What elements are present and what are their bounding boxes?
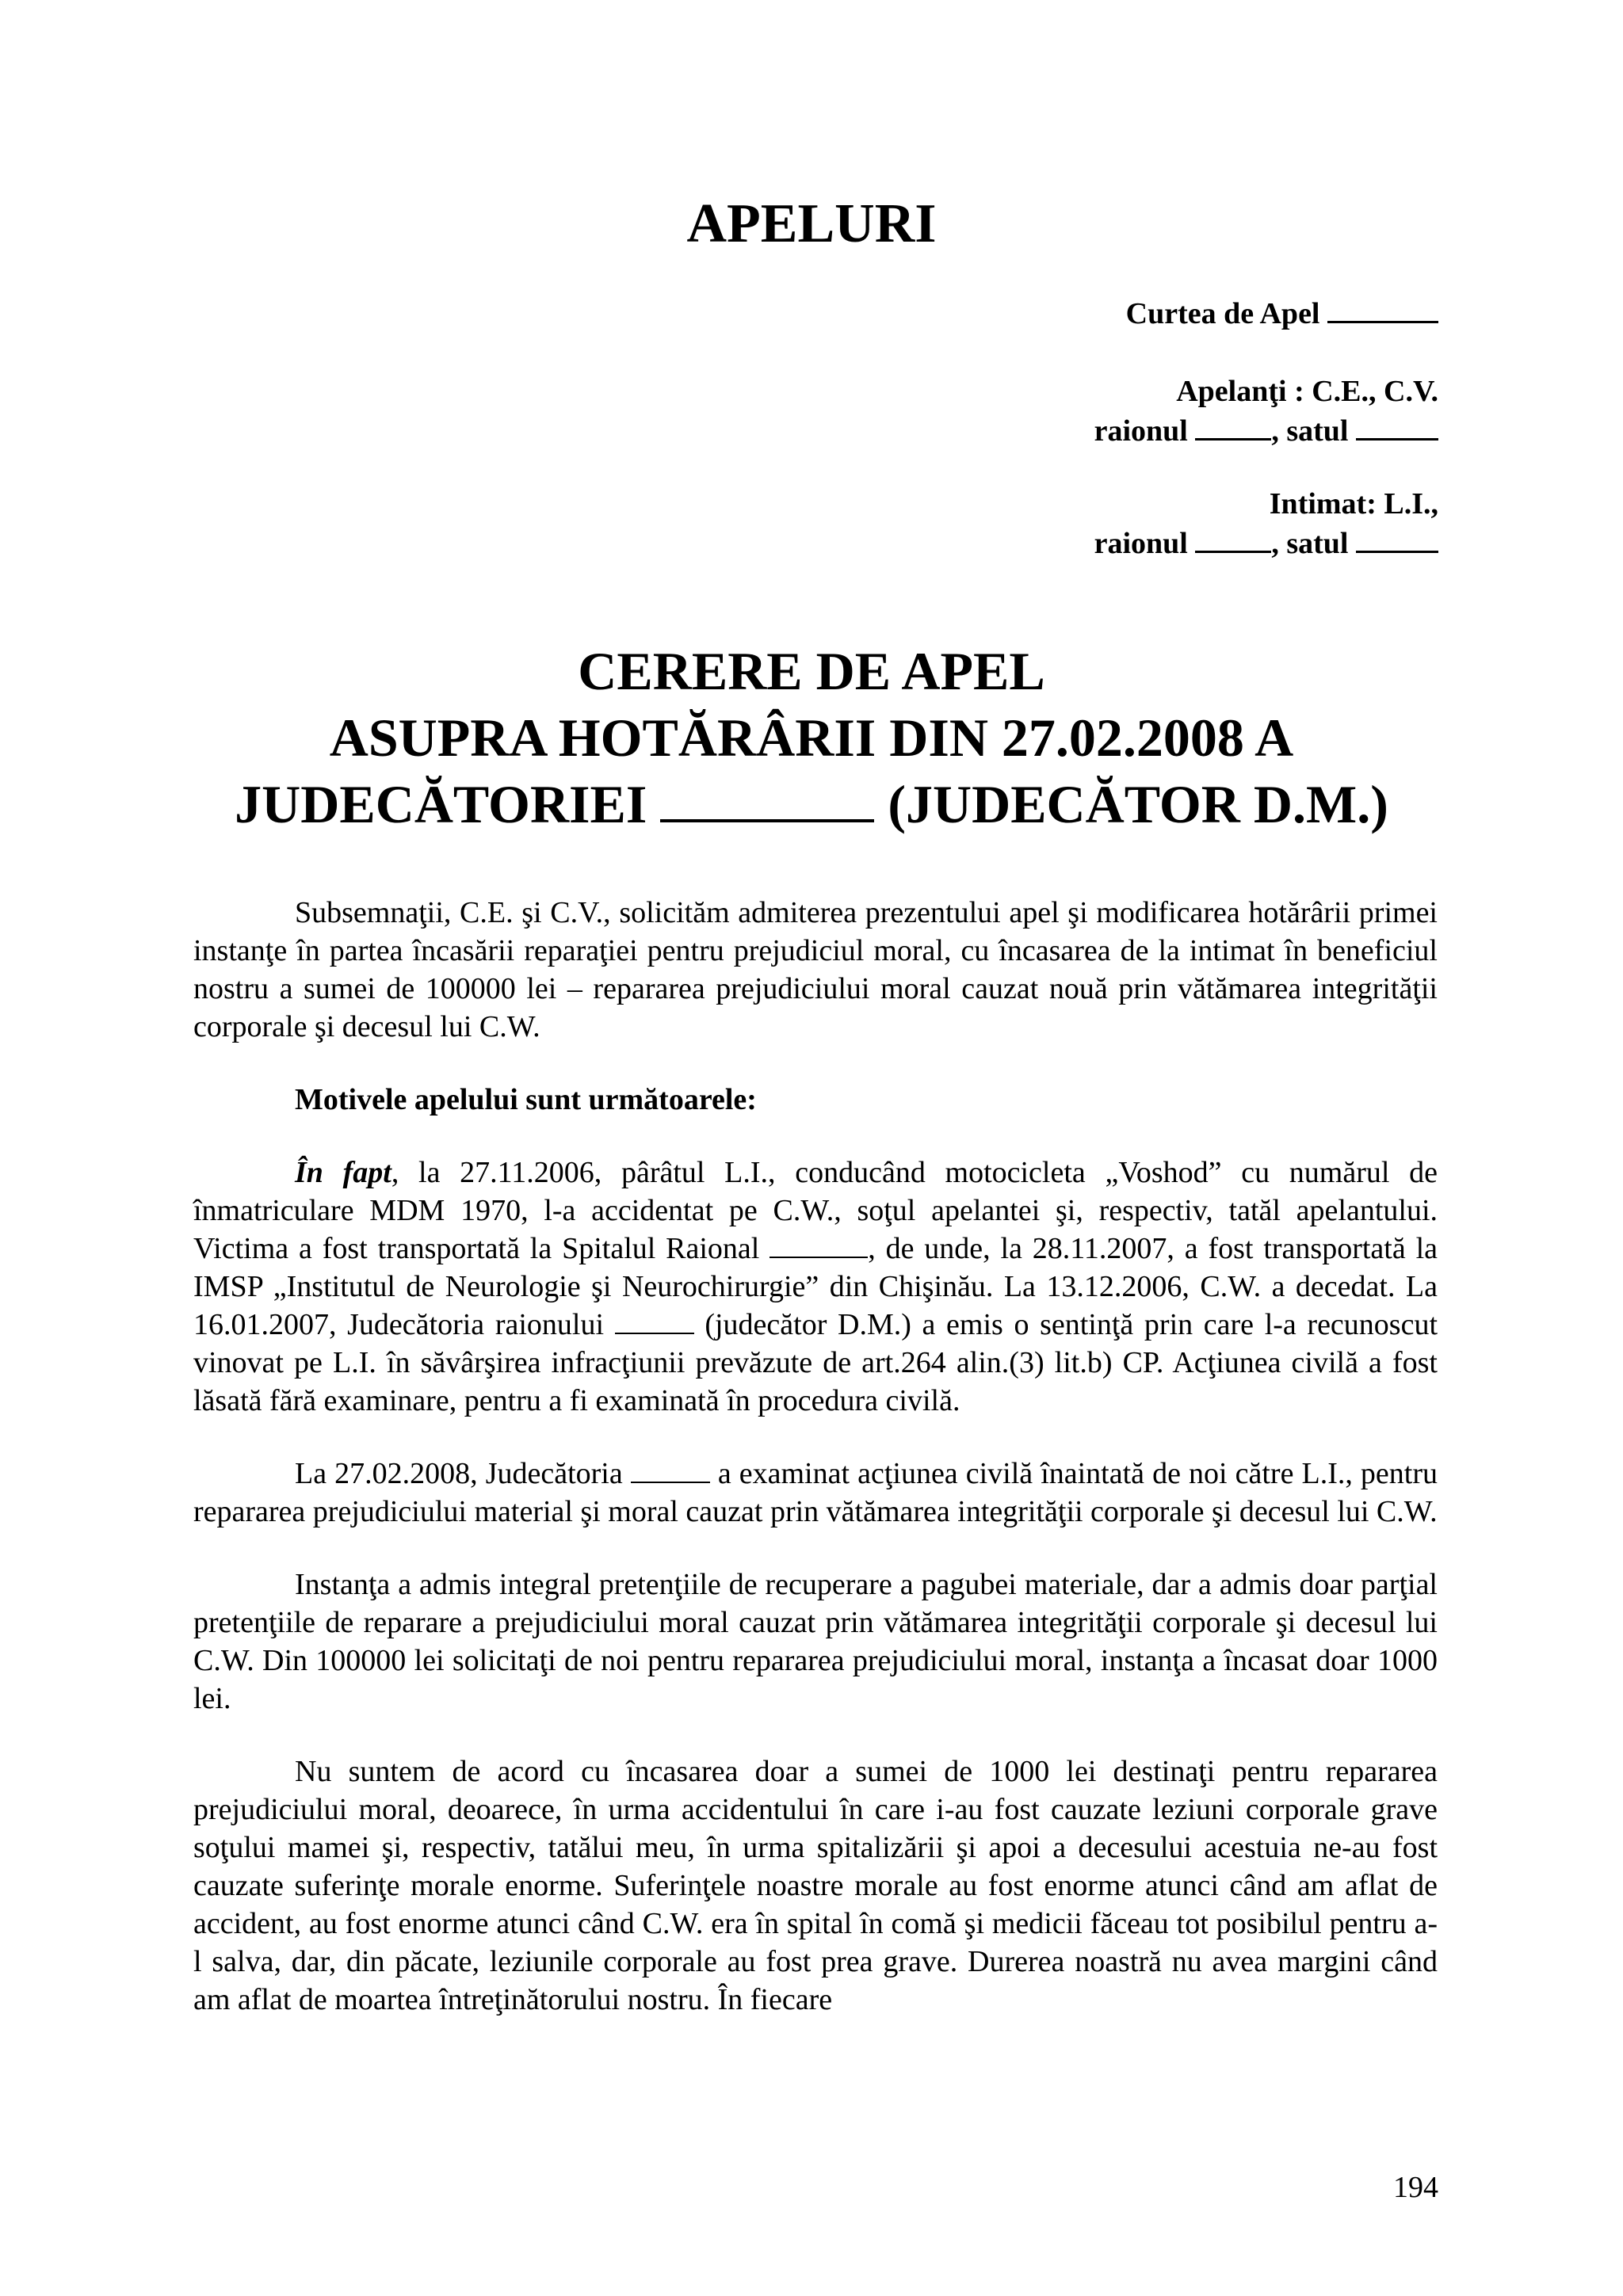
facts-part-b: , de unde, la 28.11.2007, a fost transportată la IMSP „Institutul de Neurologie şi Neurochirurgie” din Chişinău. La 13.12.2006, C.W. a decedat. La 16.01.2007, Judecătoria raionului	[193, 1232, 1438, 1341]
document-title	[0, 638, 1623, 837]
paragraph-request: Subsemnaţii, C.E. şi C.V., solicităm admiterea prezentului apel şi modificarea hotărârii primei instanţe în partea încasării reparaţiei pentru prejudiciul moral, cu încasarea de la intimat în beneficiul nostru a sumei de 100000 lei – repararea prejudiciului moral cauzat nouă prin vătămarea integrităţii corporale şi decesul lui C.W.	[193, 896, 1438, 1043]
title-line-1: CERERE DE APEL	[578, 641, 1045, 701]
title-line-3	[0, 771, 1623, 837]
paragraph-ruling: Instanţa a admis integral pretenţiile de recuperare a pagubei materiale, dar a admis doar parţial pretenţiile de reparare a prejudiciului moral cauzat prin vătămarea integrităţii corporale şi decesul lui C.W. Din 100000 lei solicitaţi de noi pentru repararea prejudiciului moral, instanţa a încasat doar 1000 lei.	[193, 1568, 1438, 1715]
facts-lead: În fapt	[295, 1156, 391, 1189]
appellants-line: Apelanţi : C.E., C.V.	[1176, 375, 1438, 408]
paragraph-disagreement: Nu suntem de acord cu încasarea doar a sumei de 1000 lei destinaţi pentru repararea prejudiciului moral, deoarece, în urma accidentului în care i-au fost cauzate leziuni corporale grave soţului mamei şi, respectiv, tatălui meu, în urma spitalizării şi apoi a decesului acestuia ne-au fost cauzate suferinţe morale enorme. Suferinţele noastre morale au fost enorme atunci când am aflat de accident, au fost enorme atunci când C.W. era în spital în comă şi medicii făceau tot posibilul pentru a-l salva, dar, din păcate, leziunile corporale au fost prea grave. Durerea noastră nu avea margini când am aflat de moartea întreţinătorului nostru. În fiecare	[193, 1755, 1438, 2016]
paragraph-examination	[193, 1455, 1438, 1531]
examination-part-a: La 27.02.2008, Judecătoria	[295, 1457, 623, 1490]
facts-part-a: , la 27.11.2006, pârâtul L.I., conducând motocicleta „Voshod” cu numărul de înmatriculare MDM 1970, l-a accidentat pe C.W., soţul apelantei şi, respectiv, tatăl apelantului. Victima a fost transportată la Spitalul Raional	[193, 1156, 1438, 1265]
hospital-blank	[769, 1231, 868, 1258]
respondent-address	[1094, 524, 1438, 563]
respondent-village-blank	[1356, 525, 1438, 553]
respondent-district-label: raionul	[1094, 527, 1188, 560]
examination-court-blank	[631, 1456, 710, 1483]
respondent-block	[1094, 484, 1438, 563]
appellants-district-blank	[1195, 413, 1271, 441]
court-line	[1126, 294, 1438, 334]
examination-part-b: a examinat acţiunea civilă înaintată de noi către L.I., pentru repararea prejudiciului material şi moral cauzat prin vătămarea integrităţii corporale şi decesul lui C.W.	[193, 1457, 1438, 1528]
facts-part-c: (judecător D.M.) a emis o sentinţă prin care l-a recunoscut vinovat pe L.I. în săvârşirea infracţiunii prevăzute de art.264 alin.(3) lit.b) CP. Acţiunea civilă a fost lăsată fără examinare, pentru a fi examinată în procedura civilă.	[193, 1308, 1438, 1417]
court-blank	[1327, 296, 1438, 323]
respondent-village-label: , satul	[1271, 527, 1349, 560]
appellants-village-blank	[1356, 413, 1438, 441]
body-text	[193, 894, 1438, 2019]
respondent-district-blank	[1195, 525, 1271, 553]
section-title: APELURI	[686, 193, 937, 254]
title-line-2: ASUPRA HOTĂRÂRII DIN 27.02.2008 A	[329, 707, 1294, 768]
title-judge: (JUDECĂTOR D.M.)	[888, 774, 1388, 834]
title-court-blank	[660, 775, 874, 822]
paragraph-facts	[193, 1154, 1438, 1420]
appellants-address	[1094, 411, 1438, 451]
court-label: Curtea de Apel	[1125, 297, 1320, 330]
respondent-line: Intimat: L.I.,	[1269, 487, 1438, 521]
appellants-block	[1094, 372, 1438, 451]
district-court-blank	[615, 1307, 694, 1334]
motives-heading: Motivele apelului sunt următoarele:	[295, 1083, 757, 1116]
appellants-district-label: raionul	[1094, 414, 1188, 448]
page-number: 194	[1393, 2171, 1438, 2204]
appellants-village-label: , satul	[1271, 414, 1349, 448]
title-court-name: JUDECĂTORIEI	[235, 774, 647, 834]
